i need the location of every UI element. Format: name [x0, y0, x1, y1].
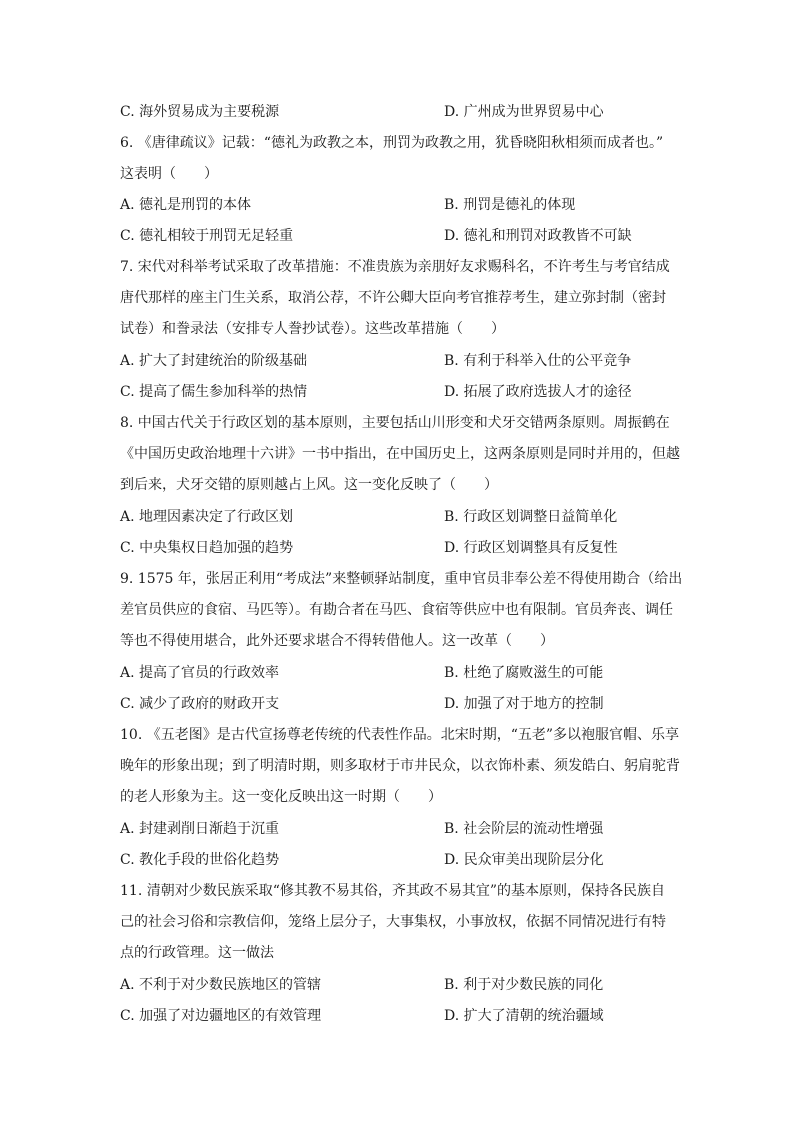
q6-stem: [120, 128, 680, 190]
q9-stem-line-1: 9. 1575 年，张居正利用“考成法”来整顿驿站制度，重申官员非奉公差不得使用勘合（给出: [120, 571, 683, 587]
q7-stem-line-2: 唐代那样的座主门生关系，取消公荐，不许公卿大臣向考官推荐考生，建立弥封制（密封: [120, 290, 666, 306]
q8-option-c[interactable]: C. 中央集权日趋加强的趋势: [120, 540, 294, 556]
q10-stem-line-2: 晚年的形象出现；到了明清时期，则多取材于市井民众，以衣饰朴素、须发皓白、躬肩驼背: [120, 758, 680, 774]
q11-stem-line-3: 点的行政管理。这一做法: [120, 945, 274, 961]
q9-stem: [120, 564, 683, 657]
q5-option-c[interactable]: C. 海外贸易成为主要税源: [120, 104, 280, 120]
q7-option-a[interactable]: A. 扩大了封建统治的阶级基础: [120, 353, 308, 369]
q8-stem: [120, 408, 680, 501]
q8-option-d[interactable]: D. 行政区划调整具有反复性: [444, 540, 618, 556]
q8-option-a[interactable]: A. 地理因素决定了行政区划: [120, 509, 294, 525]
q9-option-c[interactable]: C. 减少了政府的财政开支: [120, 696, 280, 712]
q9-option-d[interactable]: D. 加强了对于地方的控制: [444, 696, 604, 712]
q8-option-b[interactable]: B. 行政区划调整日益简单化: [444, 509, 618, 525]
q7-stem: [120, 252, 680, 345]
q11-option-d[interactable]: D. 扩大了清朝的统治疆域: [444, 1008, 604, 1024]
q8-stem-line-2: 《中国历史政治地理十六讲》一书中指出，在中国历史上，这两条原则是同时并用的，但越: [120, 446, 680, 462]
q7-option-c[interactable]: C. 提高了儒生参加科举的热情: [120, 384, 308, 400]
q7-stem-line-3: 试卷）和誊录法（安排专人誊抄试卷）。这些改革措施（ ）: [120, 321, 505, 337]
q5-option-d[interactable]: D. 广州成为世界贸易中心: [444, 104, 604, 120]
q11-option-a[interactable]: A. 不利于对少数民族地区的管辖: [120, 977, 322, 993]
q10-option-d[interactable]: D. 民众审美出现阶层分化: [444, 852, 604, 868]
q10-option-a[interactable]: A. 封建剥削日渐趋于沉重: [120, 821, 280, 837]
q10-stem-line-3: 的老人形象为主。这一变化反映出这一时期（ ）: [120, 789, 442, 805]
q6-option-b[interactable]: B. 刑罚是德礼的体现: [444, 197, 576, 213]
q9-option-a[interactable]: A. 提高了官员的行政效率: [120, 665, 280, 681]
q6-stem-line-2: 这表明（ ）: [120, 166, 218, 182]
q8-stem-line-3: 到后来，犬牙交错的原则越占上风。这一变化反映了（ ）: [120, 477, 498, 493]
q10-option-b[interactable]: B. 社会阶层的流动性增强: [444, 821, 604, 837]
q7-option-b[interactable]: B. 有利于科举入仕的公平竞争: [444, 353, 632, 369]
q10-stem: [120, 720, 680, 813]
q7-option-d[interactable]: D. 拓展了政府选拔人才的途径: [444, 384, 632, 400]
q11-stem: [120, 876, 680, 969]
q11-option-b[interactable]: B. 利于对少数民族的同化: [444, 977, 604, 993]
q10-stem-line-1: 10. 《五老图》是古代宣扬尊老传统的代表性作品。北宋时期，“五老”多以袍服官帽、乐享: [120, 727, 680, 743]
q11-stem-line-2: 己的社会习俗和宗教信仰，笼络上层分子，大事集权，小事放权，依据不同情况进行有特: [120, 914, 666, 930]
q6-stem-line-1: 6. 《唐律疏议》记载：“德礼为政教之本，刑罚为政教之用，犹昏晓阳秋相须而成者也。”: [120, 135, 664, 151]
q6-option-c[interactable]: C. 德礼相较于刑罚无足轻重: [120, 228, 294, 244]
q9-option-b[interactable]: B. 杜绝了腐败滋生的可能: [444, 665, 604, 681]
q6-option-a[interactable]: A. 德礼是刑罚的本体: [120, 197, 252, 213]
q10-option-c[interactable]: C. 教化手段的世俗化趋势: [120, 852, 280, 868]
q9-stem-line-3: 等也不得使用堪合，此外还要求堪合不得转借他人。这一改革（ ）: [120, 633, 554, 649]
q9-stem-line-2: 差官员供应的食宿、马匹等）。有勘合者在马匹、食宿等供应中也有限制。官员奔丧、调任: [120, 602, 673, 618]
q11-stem-line-1: 11. 清朝对少数民族采取“修其教不易其俗，齐其政不易其宜”的基本原则，保持各民族自: [120, 883, 666, 899]
q8-stem-line-1: 8. 中国古代关于行政区划的基本原则，主要包括山川形变和犬牙交错两条原则。周振鹤在: [120, 415, 670, 431]
q6-option-d[interactable]: D. 德礼和刑罚对政教皆不可缺: [444, 228, 632, 244]
q11-option-c[interactable]: C. 加强了对边疆地区的有效管理: [120, 1008, 322, 1024]
q7-stem-line-1: 7. 宋代对科举考试采取了改革措施：不准贵族为亲朋好友求赐科名，不许考生与考官结成: [120, 259, 670, 275]
